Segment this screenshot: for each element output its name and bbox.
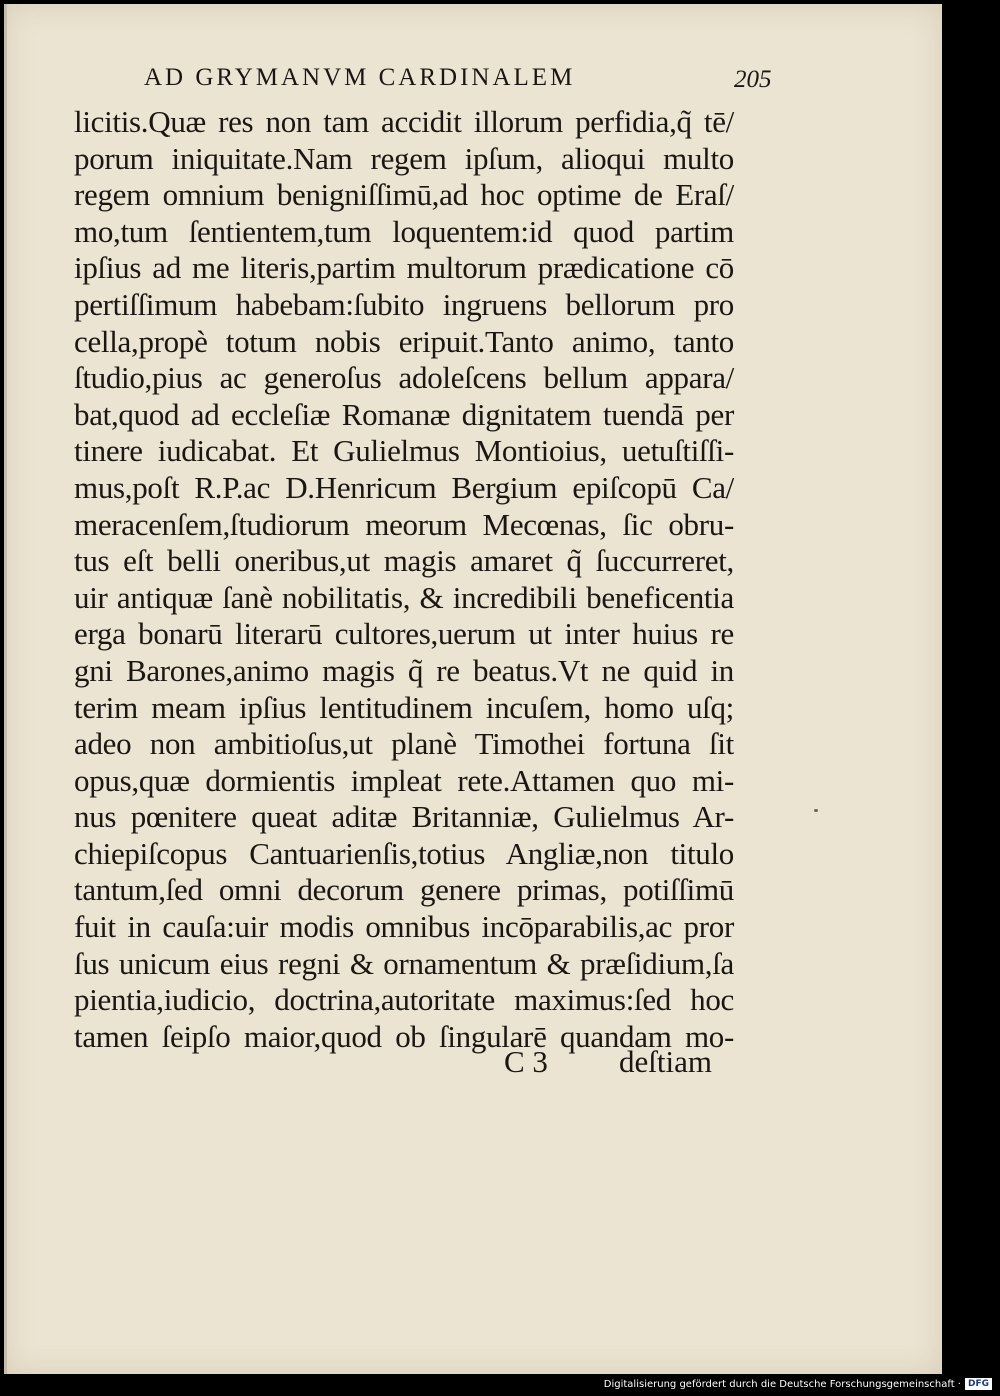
ink-speck: [814, 809, 818, 812]
text-line: erga bonarū literarū cultores,uerum ut inter huius re: [74, 616, 734, 652]
page-number: 205: [734, 66, 772, 93]
credit-text: Digitalisierung gefördert durch die Deutsche Forschungsgemeinschaft ·: [603, 1378, 961, 1390]
page-footer: [4, 1044, 942, 1084]
text-line: fuit in cauſa:uir modis omnibus incōparabilis,ac pror: [74, 909, 734, 945]
text-line: pientia,iudicio, doctrina,autoritate maximus:ſed hoc: [74, 982, 734, 1018]
book-page: [4, 4, 942, 1374]
text-line: chiepiſcopus Cantuarienſis,totius Angliæ,non titulo: [74, 835, 734, 871]
digitization-credit: [604, 1376, 992, 1392]
text-line: uir antiquæ ſanè nobilitatis, & incredibili beneficentia: [74, 579, 734, 615]
text-line: tantum,ſed omni decorum genere primas, potiſſimū: [74, 872, 734, 908]
text-line: tinere iudicabat. Et Gulielmus Montioius, uetuſtiſſi-: [74, 433, 734, 469]
text-line: mo,tum ſentientem,tum loquentem:id quod partim: [74, 213, 734, 249]
catchword: deſtiam: [619, 1044, 712, 1079]
text-line: porum iniquitate.Nam regem ipſum, alioqui multo: [74, 140, 734, 176]
text-line: pertiſſimum habebam:ſubito ingruens bellorum pro: [74, 286, 734, 322]
dfg-logo: DFG: [965, 1378, 992, 1390]
running-head: AD GRYMANVM CARDINALEM: [144, 64, 576, 91]
text-line: nus pœnitere queat aditæ Britanniæ, Gulielmus Ar-: [74, 799, 734, 835]
text-line: bat,quod ad eccleſiæ Romanæ dignitatem tuendā per: [74, 396, 734, 432]
text-line: gni Barones,animo magis q̃ re beatus.Vt ne quid in: [74, 652, 734, 688]
text-line: ſtudio,pius ac generoſus adoleſcens bellum appara/: [74, 360, 734, 396]
text-line: regem omnium benigniſſimū,ad hoc optime de Eraſ/: [74, 177, 734, 213]
text-line: licitis.Quæ res non tam accidit illorum perfidia,q̃ tē/: [74, 104, 734, 139]
text-line: opus,quæ dormientis impleat rete.Attamen quo mi-: [74, 762, 734, 798]
text-line: tus eſt belli oneribus,ut magis amaret q̃ ſuccurreret,: [74, 543, 734, 579]
text-line: ipſius ad me literis,partim multorum prædicatione cō: [74, 250, 734, 286]
text-line: adeo non ambitioſus,ut planè Timothei fortuna ſit: [74, 726, 734, 762]
text-line: ſus unicum eius regni & ornamentum & præſidium,ſa: [74, 945, 734, 981]
text-line: terim meam ipſius lentitudinem incuſem, homo uſq;: [74, 689, 734, 725]
text-line: mus,poſt R.P.ac D.Henricum Bergium epiſcopū Ca/: [74, 469, 734, 505]
text-line: meracenſem,ſtudiorum meorum Mecœnas, ſic obru-: [74, 506, 734, 542]
body-text: [74, 104, 734, 1055]
text-line: tamen ſeipſo maior,quod ob ſingularē quandam mo-: [74, 1018, 734, 1054]
page-header: [4, 64, 942, 104]
text-line: cella,propè totum nobis eripuit.Tanto animo, tanto: [74, 323, 734, 359]
page-edge: [4, 4, 7, 1374]
signature-mark: C 3: [504, 1044, 548, 1079]
